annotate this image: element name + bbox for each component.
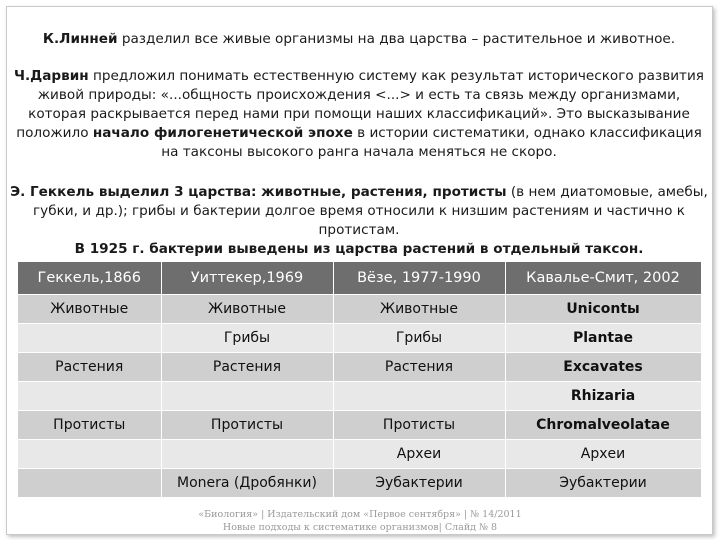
table-cell: Протисты xyxy=(333,411,505,440)
classification-table xyxy=(18,262,702,498)
table-cell: Растения xyxy=(161,353,333,382)
table-header-cell: Кавалье-Смит, 2002 xyxy=(505,262,701,295)
table-cell: Эубактерии xyxy=(333,469,505,498)
haeckel-text: (в нем диатомовые, амебы, губки, и др.); грибы и бактерии долгое время относили к низшим растениям и частично к протистам. xyxy=(33,184,708,238)
darwin-text-1: предложил понимать естественную систему как результат исторического развития живой природы: «...общность происхождения <...> и есть та связь между организмами, которая раскрывается перед нами при помощи наших классификаций». Это высказывание положило xyxy=(16,68,704,141)
table-row xyxy=(18,411,701,440)
table-header-row xyxy=(18,262,701,295)
table-cell: Растения xyxy=(333,353,505,382)
table-header-cell: Вёзе, 1977-1990 xyxy=(333,262,505,295)
table-cell: Эубактерии xyxy=(505,469,701,498)
darwin-highlight: начало филогенетической эпохе xyxy=(92,125,353,141)
table-cell: Археи xyxy=(333,440,505,469)
table-cell xyxy=(161,382,333,411)
table-cell: Животные xyxy=(333,295,505,324)
table-cell xyxy=(18,382,161,411)
table-cell: Chromalveolatae xyxy=(505,411,701,440)
table-cell: Грибы xyxy=(333,324,505,353)
table-cell: Грибы xyxy=(161,324,333,353)
table-row xyxy=(18,295,701,324)
haeckel-statement: Э. Геккель выделил 3 царства: животные, растения, протисты xyxy=(10,184,507,200)
table-header-cell: Уиттекер,1969 xyxy=(161,262,333,295)
table-cell: Протисты xyxy=(161,411,333,440)
linnaeus-text: разделил все живые организмы на два царства – растительное и животное. xyxy=(117,31,676,47)
table-cell: Археи xyxy=(505,440,701,469)
table-cell xyxy=(18,440,161,469)
paragraph-darwin xyxy=(10,67,708,162)
table-cell: Plantae xyxy=(505,324,701,353)
table-cell xyxy=(161,440,333,469)
linnaeus-name: К.Линней xyxy=(42,31,118,47)
table-cell: Растения xyxy=(18,353,161,382)
bacteria-statement: В 1925 г. бактерии выведены из царства растений в отдельный таксон. xyxy=(74,241,644,257)
footer-slide-info: Новые подходы к систематике организмов| Слайд № 8 xyxy=(222,522,498,533)
table-cell: Животные xyxy=(18,295,161,324)
table-cell: Unicontы xyxy=(505,295,701,324)
table-cell xyxy=(18,324,161,353)
table-cell: Rhizaria xyxy=(505,382,701,411)
footer-publication: «Биология» | Издательский дом «Первое сентября» | № 14/2011 xyxy=(198,509,522,520)
table-cell: Excavates xyxy=(505,353,701,382)
table-cell: Протисты xyxy=(18,411,161,440)
paragraph-haeckel xyxy=(10,183,708,259)
table-row xyxy=(18,469,701,498)
darwin-text-2: в истории систематики, однако классификация на таксоны высокого ранга начала меняться не скоро. xyxy=(161,125,702,160)
table-row xyxy=(18,324,701,353)
paragraph-linnaeus xyxy=(10,30,708,49)
table-row xyxy=(18,353,701,382)
table-cell xyxy=(18,469,161,498)
table-row xyxy=(18,382,701,411)
darwin-name: Ч.Дарвин xyxy=(14,68,89,84)
table-cell: Monera (Дробянки) xyxy=(161,469,333,498)
table-row xyxy=(18,440,701,469)
table-cell xyxy=(333,382,505,411)
table-header-cell: Геккель,1866 xyxy=(18,262,161,295)
table-cell: Животные xyxy=(161,295,333,324)
